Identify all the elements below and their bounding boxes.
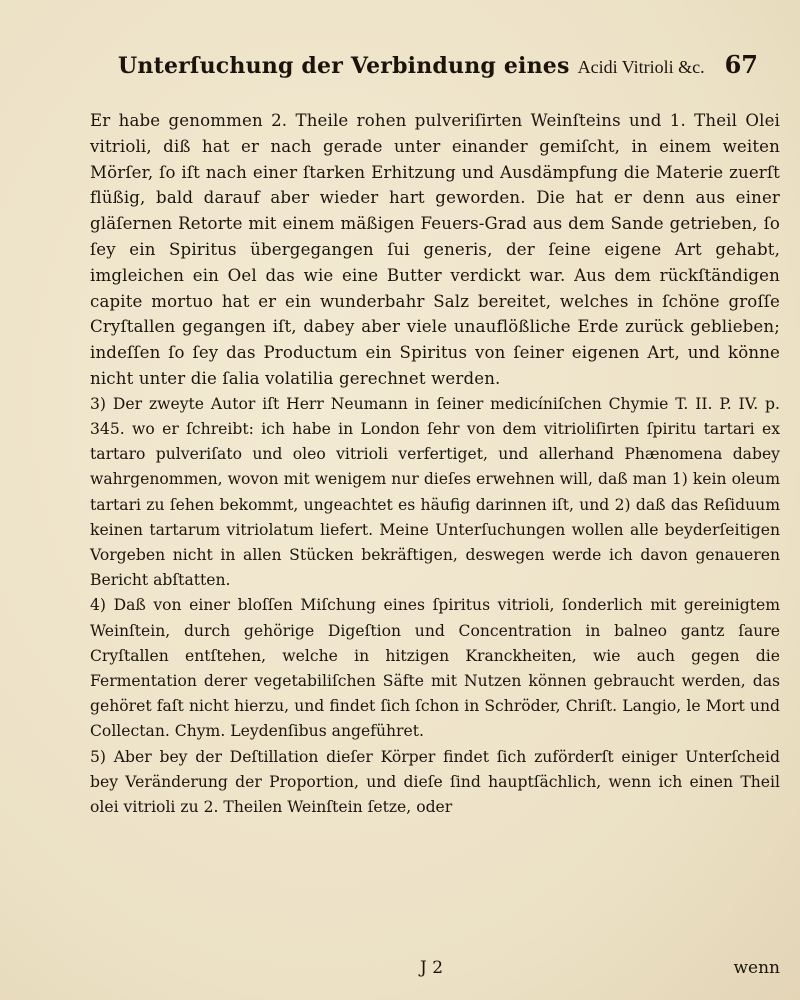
paragraph-1: Er habe genommen 2. Theile rohen pulveriſirten Weinſteins und 1. Theil Olei vitrioli, diß hat er nach gerade unter einander gemiſcht, in einem weiten Mörſer, ſo iſt nach einer ſtarken Erhitzung und Ausdämpfung die Materie zuerſt flüßig, bald darauf aber wieder hart geworden. Die hat er denn aus einer gläſernen Retorte mit einem mäßigen Feuers-Grad aus dem Sande getrieben, ſo ſey ein Spiritus übergegangen ſui generis, der ſeine eigene Art gehabt, imgleichen ein Oel das wie eine Butter verdickt war. Aus dem rückſtändigen capite mortuo hat er ein wunderbahr Salz bereitet, welches in ſchöne groſſe Cryſtallen gegangen iſt, dabey aber viele unauflößliche Erde zurück geblieben; indeſſen ſo ſey das Productum ein Spiritus von ſeiner eigenen Art, und könne nicht unter die ſalia volatilia gerechnet werden. xyxy=(90,111,780,388)
catchword: wenn xyxy=(733,958,780,978)
page-body xyxy=(90,108,780,820)
running-header xyxy=(118,50,758,90)
paragraph-2: 3) Der zweyte Autor iſt Herr Neumann in ſeiner medicíniſchen Chymie T. II. P. IV. p. 345. wo er ſchreibt: ich habe in London ſehr von dem vitrioliſirten ſpiritu tartari ex tartaro pulveriſato und oleo vitrioli verfertiget, und allerhand Phænomena dabey wahrgenommen, wovon mit wenigem nur dieſes erwehnen will, daß man 1) kein oleum tartari zu ſehen bekommt, ungeachtet es häufig darinnen iſt, und 2) daß das Reſiduum keinen tartarum vitriolatum liefert. Meine Unterſuchungen wollen alle beyderſeitigen Vorgeben nicht in allen Stücken bekräftigen, deswegen werde ich davon genaueren Bericht abſtatten. xyxy=(90,394,780,590)
page-number: 67 xyxy=(724,50,758,79)
paragraph-4: 5) Aber bey der Deſtillation dieſer Körper findet ſich zuförderſt einiger Unterſcheid bey Veränderung der Proportion, und dieſe ſind hauptſächlich, wenn ich einen Theil olei vitrioli zu 2. Theilen Weinſtein ſetze, oder xyxy=(90,747,780,817)
header-title: Unterſuchung der Verbindung eines xyxy=(118,53,570,79)
page-footer xyxy=(90,958,780,986)
signature-mark: J 2 xyxy=(420,958,444,978)
paragraph-3: 4) Daß von einer bloſſen Miſchung eines ſpiritus vitrioli, ſonderlich mit gereinigtem Weinſtein, durch gehörige Digeſtion und Concentration in balneo gantz ſaure Cryſtallen entſtehen, welche in hitzigen Kranckheiten, wie auch gegen die Fermentation derer vegetabiliſchen Säfte mit Nutzen können gebraucht werden, das gehöret faſt nicht hierzu, und findet ſich ſchon in Schröder, Chriſt. Langio, le Mort und Collectan. Chym. Leydenſibus angeführet. xyxy=(90,596,780,741)
header-latin: Acidi Vitrioli &c. xyxy=(577,57,705,77)
